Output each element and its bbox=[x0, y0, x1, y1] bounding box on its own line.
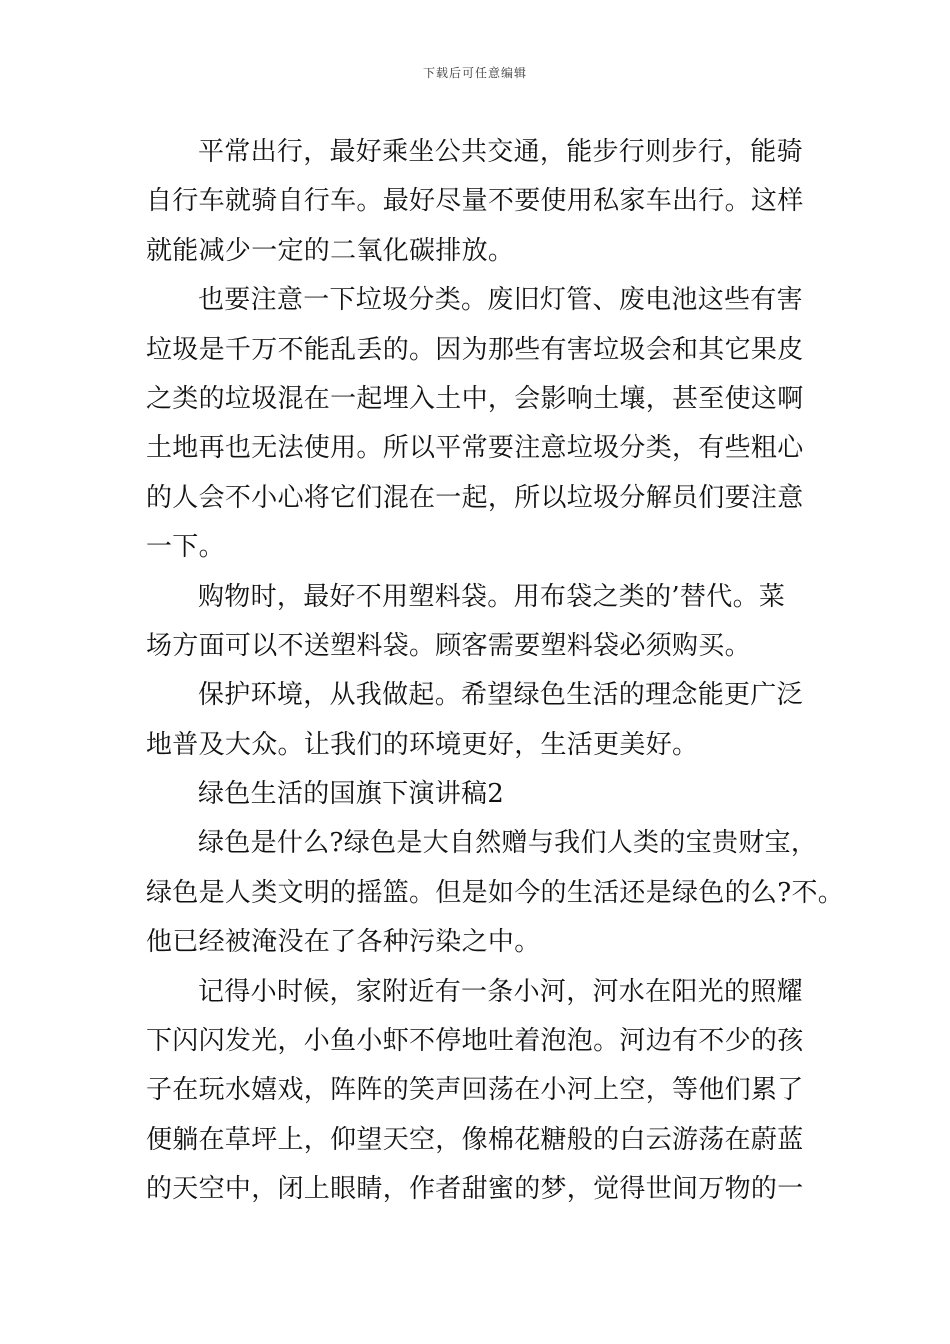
text-line: 记得小时候，家附近有一条小河，河水在阳光的照耀 bbox=[198, 976, 803, 1007]
text-line: 地普及大众。让我们的环境更好，生活更美好。 bbox=[146, 729, 699, 760]
text-line: 土地再也无法使用。所以平常要注意垃圾分类，有些粗心 bbox=[146, 433, 804, 464]
text-line: 便躺在草坪上，仰望天空，像棉花糖般的白云游荡在蔚蓝 bbox=[146, 1124, 804, 1155]
body-text bbox=[146, 128, 845, 1215]
text-line: 下闪闪发光，小鱼小虾不停地吐着泡泡。河边有不少的孩 bbox=[146, 1026, 804, 1057]
text-line: 的人会不小心将它们混在一起，所以垃圾分解员们要注意 bbox=[146, 482, 804, 513]
text-line: 的天空中，闭上眼睛，作者甜蜜的梦，觉得世间万物的一 bbox=[146, 1174, 804, 1205]
text-line: 平常出行，最好乘坐公共交通，能步行则步行，能骑 bbox=[198, 137, 803, 167]
text-line: 绿色是人类文明的摇篮。但是如今的生活还是绿色的么?不。 bbox=[146, 877, 845, 908]
text-line: 购物时，最好不用塑料袋。用布袋之类的’替代。菜 bbox=[198, 581, 786, 612]
section-heading: 绿色生活的国旗下演讲稿2 bbox=[198, 779, 505, 810]
text-line: 之类的垃圾混在一起埋入土中，会影响土壤，甚至使这啊 bbox=[146, 383, 804, 414]
text-line: 子在玩水嬉戏，阵阵的笑声回荡在小河上空，等他们累了 bbox=[146, 1075, 804, 1106]
text-line: 也要注意一下垃圾分类。废旧灯管、废电池这些有害 bbox=[198, 285, 803, 316]
header-note: 下载后可任意编辑 bbox=[422, 66, 527, 80]
text-line: 场方面可以不送塑料袋。顾客需要塑料袋必须购买。 bbox=[146, 630, 751, 661]
text-line: 绿色是什么?绿色是大自然赠与我们人类的宝贵财宝， bbox=[198, 828, 818, 859]
text-line: 自行车就骑自行车。最好尽量不要使用私家车出行。这样 bbox=[146, 186, 804, 217]
text-line: 保护环境，从我做起。希望绿色生活的理念能更广泛 bbox=[198, 680, 803, 711]
text-line: 一下。 bbox=[146, 532, 225, 563]
text-line: 他已经被淹没在了各种污染之中。 bbox=[146, 927, 541, 958]
text-line: 就能减少一定的二氧化碳排放。 bbox=[146, 235, 515, 266]
text-line: 垃圾是千万不能乱丢的。因为那些有害垃圾会和其它果皮 bbox=[146, 334, 804, 365]
